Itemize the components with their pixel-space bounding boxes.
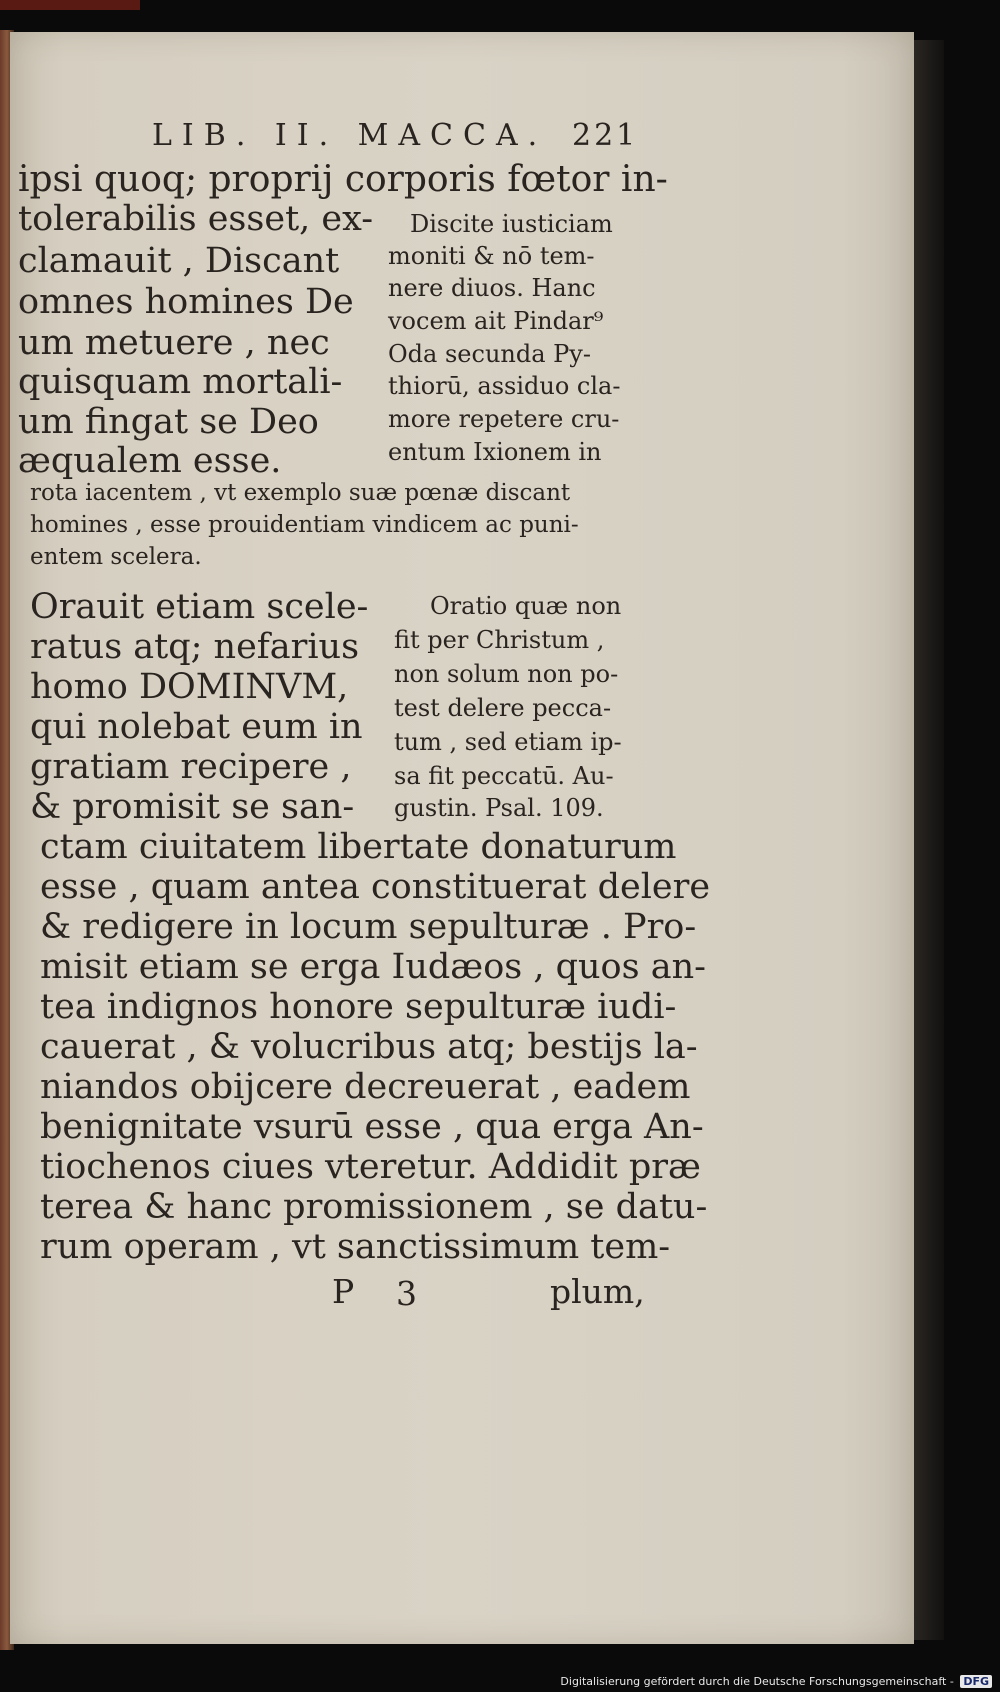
book-page xyxy=(10,32,914,1644)
digitization-credit xyxy=(560,1675,992,1688)
text-line: um metuere , nec xyxy=(18,323,330,363)
dfg-logo: DFG xyxy=(960,1675,992,1688)
text-line: esse , quam antea constituerat delere xyxy=(40,867,711,907)
text-line: ratus atq; nefarius xyxy=(30,627,360,667)
text-line: rum operam , vt sanctissimum tem- xyxy=(40,1227,671,1267)
marginal-note-line: more repetere cru- xyxy=(388,405,620,433)
marginal-note-line: moniti & nō tem- xyxy=(388,242,595,270)
marginal-note-line: Oda secunda Py- xyxy=(388,340,591,368)
note-continuation-line: homines , esse prouidentiam vindicem ac puni- xyxy=(30,512,579,538)
text-line: quisquam mortali- xyxy=(18,362,343,402)
text-line: homo DOMINVM, xyxy=(30,667,349,707)
text-line: terea & hanc promissionem , se datu- xyxy=(40,1187,708,1227)
text-line: gratiam recipere , xyxy=(30,747,352,787)
note-continuation-line: rota iacentem , vt exemplo suæ pœnæ discant xyxy=(30,480,571,506)
text-line: tolerabilis esset, ex- xyxy=(18,199,374,239)
marginal-note-line: Discite iusticiam xyxy=(410,210,613,238)
text-line: ipsi quoq; proprij corporis fœtor in- xyxy=(18,159,668,200)
text-line: benignitate vsurū esse , qua erga An- xyxy=(40,1107,704,1147)
text-line: tiochenos ciues vteretur. Addidit præ xyxy=(40,1147,701,1187)
marginal-note-line: nere diuos. Hanc xyxy=(388,274,596,302)
credit-text: Digitalisierung gefördert durch die Deutsche Forschungsgemeinschaft - xyxy=(560,1675,954,1688)
text-line: tea indignos honore sepulturæ iudi- xyxy=(40,987,677,1027)
note-continuation-line: entem scelera. xyxy=(30,544,202,570)
binding-edge-top xyxy=(0,0,140,10)
marginal-note-line: non solum non po- xyxy=(394,660,619,688)
marginal-note-line: vocem ait Pindar⁹ xyxy=(388,307,604,335)
marginal-note-line: gustin. Psal. 109. xyxy=(394,794,604,822)
text-line: ctam ciuitatem libertate donaturum xyxy=(40,827,677,867)
text-line: & promisit se san- xyxy=(30,787,355,827)
text-line: æqualem esse. xyxy=(18,441,282,481)
text-line: clamauit , Discant xyxy=(18,241,340,281)
marginal-note-line: fit per Christum , xyxy=(394,626,605,654)
marginal-note-line: Oratio quæ non xyxy=(430,592,622,620)
text-line: misit etiam se erga Iudæos , quos an- xyxy=(40,947,706,987)
text-line: & redigere in locum sepulturæ . Pro- xyxy=(40,907,697,947)
folio-number: 221 xyxy=(572,118,639,153)
marginal-note-line: sa fit peccatū. Au- xyxy=(394,762,614,790)
text-line: niandos obijcere decreuerat , eadem xyxy=(40,1067,691,1107)
marginal-note-line: tum , sed etiam ip- xyxy=(394,728,622,756)
text-line: cauerat , & volucribus atq; bestijs la- xyxy=(40,1027,698,1067)
marginal-note-line: entum Ixionem in xyxy=(388,438,602,466)
text-line: omnes homines De xyxy=(18,282,354,322)
marginal-note-line: test delere pecca- xyxy=(394,694,612,722)
text-line: um fingat se Deo xyxy=(18,402,319,442)
text-line: Orauit etiam scele- xyxy=(30,587,369,627)
running-title: LIB. II. MACCA. xyxy=(152,118,548,153)
marginal-note-line: thiorū, assiduo cla- xyxy=(388,372,621,400)
catchword: plum, xyxy=(550,1272,645,1311)
page-shadow-right xyxy=(914,40,944,1640)
running-header xyxy=(152,118,652,153)
text-line: qui nolebat eum in xyxy=(30,707,363,747)
signature-number: 3 xyxy=(396,1274,417,1313)
signature-letter: P xyxy=(332,1272,355,1311)
